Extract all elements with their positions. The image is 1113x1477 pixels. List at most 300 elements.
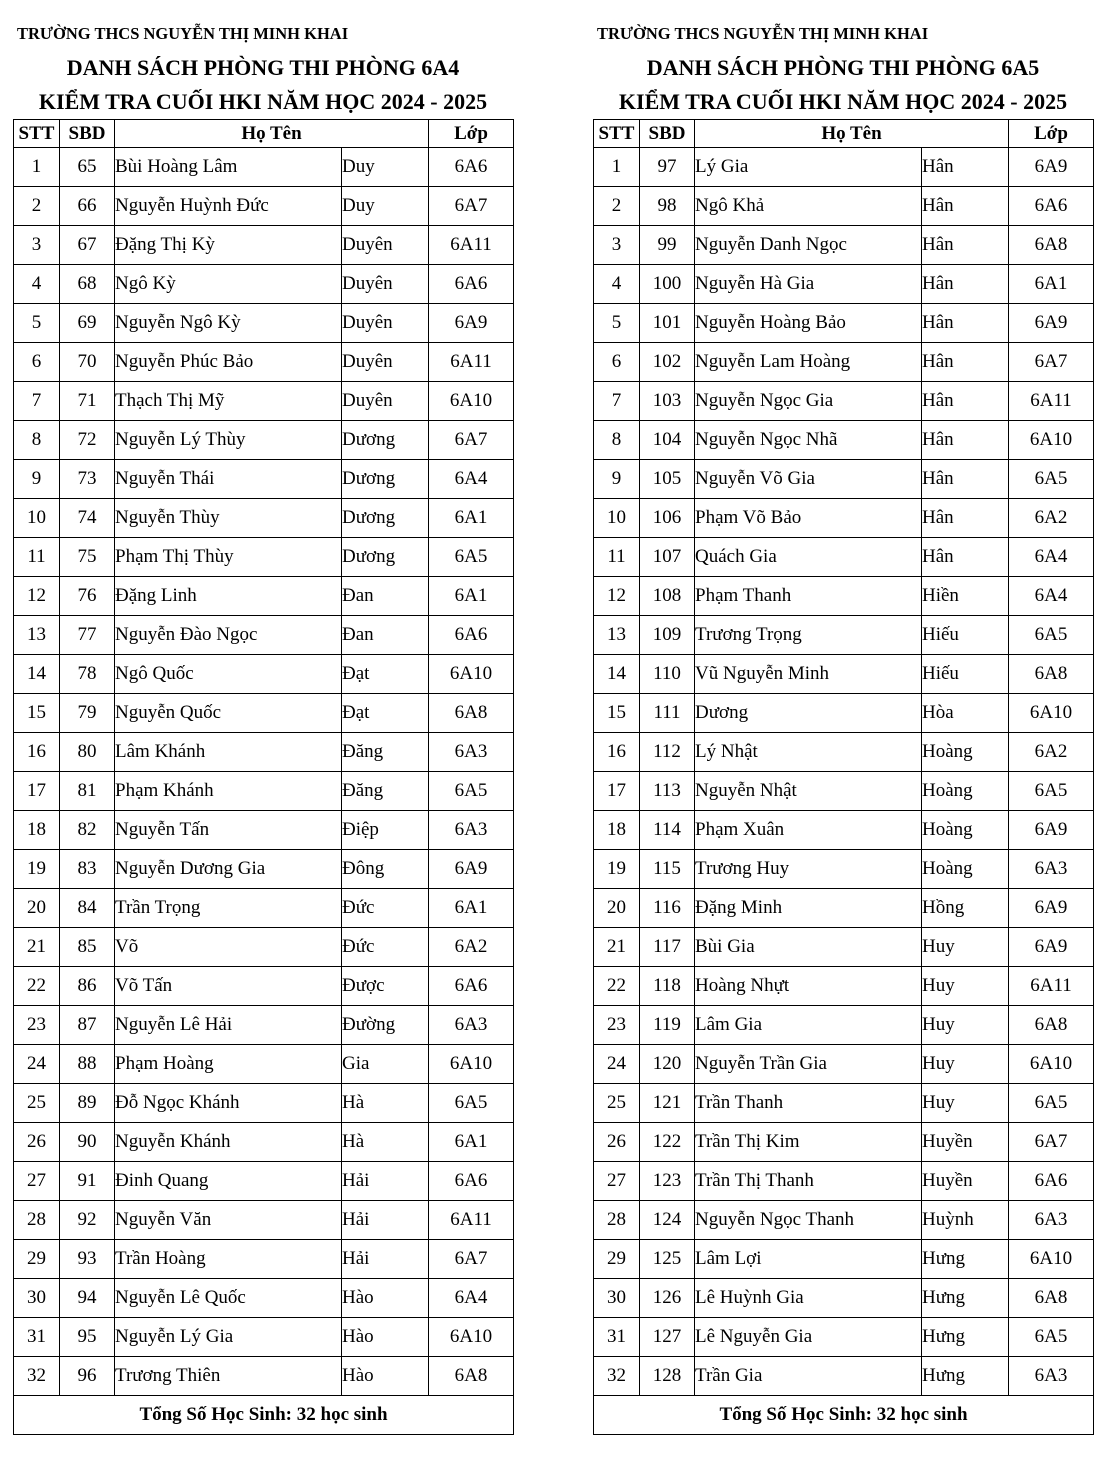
- cell-sbd: 117: [640, 928, 695, 967]
- total-students: Tổng Số Học Sinh: 32 học sinh: [594, 1396, 1094, 1435]
- table-row: [594, 1240, 1094, 1279]
- cell-last-middle-name: Nguyễn Khánh: [115, 1123, 342, 1162]
- cell-stt: 11: [14, 538, 60, 577]
- table-row: [594, 694, 1094, 733]
- table-row: [14, 1240, 514, 1279]
- cell-class: 6A10: [1009, 1240, 1094, 1279]
- table-row: [14, 382, 514, 421]
- table-row: [14, 499, 514, 538]
- cell-sbd: 71: [60, 382, 115, 421]
- cell-class: 6A11: [429, 1201, 514, 1240]
- table-row: [594, 1006, 1094, 1045]
- cell-sbd: 89: [60, 1084, 115, 1123]
- cell-stt: 30: [594, 1279, 640, 1318]
- cell-class: 6A7: [429, 421, 514, 460]
- table-row: [594, 967, 1094, 1006]
- table-row: [594, 1201, 1094, 1240]
- cell-sbd: 78: [60, 655, 115, 694]
- cell-first-name: Hải: [342, 1201, 429, 1240]
- exam-subtitle: KIỂM TRA CUỐI HKI NĂM HỌC 2024 - 2025: [38, 89, 488, 114]
- cell-sbd: 97: [640, 148, 695, 187]
- cell-class: 6A3: [429, 1006, 514, 1045]
- cell-class: 6A5: [1009, 1318, 1094, 1357]
- cell-last-middle-name: Nguyễn Lam Hoàng: [695, 343, 922, 382]
- cell-last-middle-name: Lê Nguyễn Gia: [695, 1318, 922, 1357]
- cell-sbd: 73: [60, 460, 115, 499]
- cell-first-name: Huy: [922, 967, 1009, 1006]
- cell-sbd: 88: [60, 1045, 115, 1084]
- cell-last-middle-name: Đặng Linh: [115, 577, 342, 616]
- cell-class: 6A6: [429, 616, 514, 655]
- cell-last-middle-name: Trương Trọng: [695, 616, 922, 655]
- cell-class: 6A5: [1009, 772, 1094, 811]
- cell-class: 6A1: [429, 499, 514, 538]
- cell-class: 6A6: [429, 148, 514, 187]
- cell-stt: 21: [14, 928, 60, 967]
- table-row: [14, 1318, 514, 1357]
- cell-class: 6A8: [429, 1357, 514, 1396]
- cell-sbd: 70: [60, 343, 115, 382]
- cell-first-name: Duyên: [342, 343, 429, 382]
- cell-first-name: Huyền: [922, 1162, 1009, 1201]
- cell-first-name: Huy: [922, 1084, 1009, 1123]
- cell-stt: 15: [14, 694, 60, 733]
- cell-last-middle-name: Nguyễn Ngô Kỳ: [115, 304, 342, 343]
- cell-stt: 18: [14, 811, 60, 850]
- cell-first-name: Hà: [342, 1123, 429, 1162]
- cell-first-name: Hào: [342, 1279, 429, 1318]
- header-sbd: SBD: [60, 120, 115, 148]
- header-name: Họ Tên: [115, 120, 429, 148]
- cell-sbd: 72: [60, 421, 115, 460]
- cell-class: 6A9: [1009, 928, 1094, 967]
- cell-sbd: 93: [60, 1240, 115, 1279]
- table-row: [14, 694, 514, 733]
- cell-first-name: Gia: [342, 1045, 429, 1084]
- cell-last-middle-name: Ngô Quốc: [115, 655, 342, 694]
- table-row: [594, 460, 1094, 499]
- cell-stt: 1: [14, 148, 60, 187]
- cell-first-name: Dương: [342, 460, 429, 499]
- cell-sbd: 106: [640, 499, 695, 538]
- header-sbd: SBD: [640, 120, 695, 148]
- table-row: [14, 1162, 514, 1201]
- cell-class: 6A2: [429, 928, 514, 967]
- table-row: [14, 460, 514, 499]
- cell-sbd: 75: [60, 538, 115, 577]
- cell-first-name: Hòa: [922, 694, 1009, 733]
- cell-sbd: 112: [640, 733, 695, 772]
- table-row: [594, 1318, 1094, 1357]
- cell-first-name: Hồng: [922, 889, 1009, 928]
- cell-class: 6A9: [1009, 889, 1094, 928]
- cell-last-middle-name: Phạm Khánh: [115, 772, 342, 811]
- cell-stt: 12: [594, 577, 640, 616]
- table-header-row: [594, 120, 1094, 148]
- cell-stt: 23: [594, 1006, 640, 1045]
- cell-first-name: Đông: [342, 850, 429, 889]
- cell-class: 6A10: [1009, 694, 1094, 733]
- cell-last-middle-name: Võ Tấn: [115, 967, 342, 1006]
- cell-last-middle-name: Phạm Hoàng: [115, 1045, 342, 1084]
- cell-last-middle-name: Lâm Lợi: [695, 1240, 922, 1279]
- cell-last-middle-name: Lâm Khánh: [115, 733, 342, 772]
- cell-sbd: 113: [640, 772, 695, 811]
- cell-first-name: Hiếu: [922, 616, 1009, 655]
- cell-first-name: Hân: [922, 421, 1009, 460]
- table-row: [594, 1279, 1094, 1318]
- cell-stt: 2: [14, 187, 60, 226]
- cell-stt: 21: [594, 928, 640, 967]
- cell-stt: 17: [14, 772, 60, 811]
- cell-stt: 13: [14, 616, 60, 655]
- header-name: Họ Tên: [695, 120, 1009, 148]
- cell-class: 6A4: [1009, 577, 1094, 616]
- header-stt: STT: [594, 120, 640, 148]
- cell-class: 6A6: [429, 1162, 514, 1201]
- cell-class: 6A4: [429, 460, 514, 499]
- cell-last-middle-name: Nguyễn Hà Gia: [695, 265, 922, 304]
- table-row: [14, 304, 514, 343]
- cell-class: 6A9: [1009, 811, 1094, 850]
- cell-sbd: 104: [640, 421, 695, 460]
- cell-stt: 17: [594, 772, 640, 811]
- cell-last-middle-name: Đặng Thị Kỳ: [115, 226, 342, 265]
- cell-first-name: Huy: [922, 1006, 1009, 1045]
- cell-sbd: 66: [60, 187, 115, 226]
- cell-last-middle-name: Nguyễn Lê Quốc: [115, 1279, 342, 1318]
- cell-first-name: Hào: [342, 1357, 429, 1396]
- cell-last-middle-name: Bùi Hoàng Lâm: [115, 148, 342, 187]
- cell-first-name: Duy: [342, 187, 429, 226]
- cell-last-middle-name: Trương Thiên: [115, 1357, 342, 1396]
- cell-sbd: 98: [640, 187, 695, 226]
- cell-stt: 22: [594, 967, 640, 1006]
- cell-sbd: 99: [640, 226, 695, 265]
- table-row: [14, 1084, 514, 1123]
- total-row: [14, 1396, 514, 1435]
- cell-last-middle-name: Lâm Gia: [695, 1006, 922, 1045]
- table-row: [594, 733, 1094, 772]
- cell-class: 6A11: [429, 343, 514, 382]
- cell-sbd: 67: [60, 226, 115, 265]
- cell-first-name: Hưng: [922, 1318, 1009, 1357]
- table-row: [594, 655, 1094, 694]
- cell-class: 6A9: [1009, 304, 1094, 343]
- cell-class: 6A9: [1009, 148, 1094, 187]
- cell-last-middle-name: Nguyễn Lý Gia: [115, 1318, 342, 1357]
- cell-last-middle-name: Nguyễn Văn: [115, 1201, 342, 1240]
- table-row: [594, 421, 1094, 460]
- cell-first-name: Đan: [342, 616, 429, 655]
- table-row: [14, 265, 514, 304]
- cell-class: 6A1: [429, 889, 514, 928]
- cell-last-middle-name: Trần Gia: [695, 1357, 922, 1396]
- cell-class: 6A10: [1009, 1045, 1094, 1084]
- cell-class: 6A5: [429, 1084, 514, 1123]
- cell-sbd: 81: [60, 772, 115, 811]
- cell-class: 6A6: [429, 967, 514, 1006]
- table-row: [594, 187, 1094, 226]
- cell-first-name: Hoàng: [922, 772, 1009, 811]
- cell-last-middle-name: Đặng Minh: [695, 889, 922, 928]
- cell-first-name: Đan: [342, 577, 429, 616]
- cell-sbd: 111: [640, 694, 695, 733]
- cell-stt: 8: [594, 421, 640, 460]
- cell-sbd: 84: [60, 889, 115, 928]
- cell-stt: 20: [594, 889, 640, 928]
- cell-first-name: Huyền: [922, 1123, 1009, 1162]
- cell-class: 6A10: [429, 1318, 514, 1357]
- cell-stt: 5: [594, 304, 640, 343]
- cell-sbd: 120: [640, 1045, 695, 1084]
- table-row: [14, 1123, 514, 1162]
- cell-sbd: 118: [640, 967, 695, 1006]
- cell-stt: 18: [594, 811, 640, 850]
- cell-sbd: 114: [640, 811, 695, 850]
- cell-class: 6A5: [1009, 616, 1094, 655]
- cell-stt: 19: [14, 850, 60, 889]
- cell-class: 6A4: [429, 1279, 514, 1318]
- cell-stt: 2: [594, 187, 640, 226]
- cell-sbd: 68: [60, 265, 115, 304]
- table-header-row: [14, 120, 514, 148]
- cell-class: 6A7: [1009, 1123, 1094, 1162]
- cell-stt: 10: [14, 499, 60, 538]
- cell-stt: 11: [594, 538, 640, 577]
- table-row: [14, 226, 514, 265]
- cell-class: 6A11: [429, 226, 514, 265]
- cell-first-name: Đức: [342, 928, 429, 967]
- cell-last-middle-name: Nguyễn Huỳnh Đức: [115, 187, 342, 226]
- table-row: [14, 967, 514, 1006]
- cell-class: 6A3: [429, 733, 514, 772]
- cell-sbd: 122: [640, 1123, 695, 1162]
- cell-class: 6A1: [429, 1123, 514, 1162]
- cell-last-middle-name: Nguyễn Ngọc Thanh: [695, 1201, 922, 1240]
- cell-class: 6A5: [1009, 1084, 1094, 1123]
- total-students: Tổng Số Học Sinh: 32 học sinh: [14, 1396, 514, 1435]
- table-row: [594, 772, 1094, 811]
- cell-last-middle-name: Đinh Quang: [115, 1162, 342, 1201]
- cell-last-middle-name: Ngô Kỳ: [115, 265, 342, 304]
- cell-sbd: 127: [640, 1318, 695, 1357]
- cell-sbd: 82: [60, 811, 115, 850]
- table-row: [14, 421, 514, 460]
- cell-last-middle-name: Nguyễn Đào Ngọc: [115, 616, 342, 655]
- cell-stt: 24: [14, 1045, 60, 1084]
- cell-class: 6A1: [1009, 265, 1094, 304]
- cell-first-name: Đạt: [342, 655, 429, 694]
- cell-last-middle-name: Trần Thị Kim: [695, 1123, 922, 1162]
- cell-class: 6A9: [429, 850, 514, 889]
- cell-first-name: Hào: [342, 1318, 429, 1357]
- cell-last-middle-name: Nguyễn Võ Gia: [695, 460, 922, 499]
- cell-stt: 29: [594, 1240, 640, 1279]
- cell-first-name: Được: [342, 967, 429, 1006]
- cell-last-middle-name: Nguyễn Lê Hải: [115, 1006, 342, 1045]
- table-row: [594, 382, 1094, 421]
- cell-stt: 31: [14, 1318, 60, 1357]
- cell-stt: 7: [14, 382, 60, 421]
- cell-first-name: Hưng: [922, 1279, 1009, 1318]
- table-row: [594, 538, 1094, 577]
- cell-first-name: Duyên: [342, 304, 429, 343]
- header-stt: STT: [14, 120, 60, 148]
- cell-stt: 26: [14, 1123, 60, 1162]
- cell-stt: 15: [594, 694, 640, 733]
- cell-sbd: 103: [640, 382, 695, 421]
- cell-first-name: Hân: [922, 499, 1009, 538]
- table-row: [14, 655, 514, 694]
- cell-last-middle-name: Trương Huy: [695, 850, 922, 889]
- student-roster-table: [593, 119, 1094, 1435]
- table-row: [594, 1162, 1094, 1201]
- cell-last-middle-name: Nguyễn Trần Gia: [695, 1045, 922, 1084]
- cell-class: 6A11: [1009, 382, 1094, 421]
- cell-class: 6A10: [429, 382, 514, 421]
- cell-first-name: Hân: [922, 460, 1009, 499]
- cell-first-name: Dương: [342, 538, 429, 577]
- cell-last-middle-name: Phạm Xuân: [695, 811, 922, 850]
- table-row: [14, 1201, 514, 1240]
- table-row: [14, 1357, 514, 1396]
- cell-sbd: 116: [640, 889, 695, 928]
- cell-stt: 8: [14, 421, 60, 460]
- cell-class: 6A8: [1009, 1006, 1094, 1045]
- total-row: [594, 1396, 1094, 1435]
- cell-first-name: Duyên: [342, 382, 429, 421]
- cell-first-name: Hân: [922, 226, 1009, 265]
- cell-first-name: Hưng: [922, 1357, 1009, 1396]
- cell-stt: 1: [594, 148, 640, 187]
- cell-last-middle-name: Nguyễn Ngọc Nhã: [695, 421, 922, 460]
- cell-class: 6A10: [429, 1045, 514, 1084]
- school-name: TRƯỜNG THCS NGUYỄN THỊ MINH KHAI: [597, 24, 929, 43]
- cell-sbd: 74: [60, 499, 115, 538]
- cell-sbd: 109: [640, 616, 695, 655]
- cell-first-name: Huy: [922, 928, 1009, 967]
- cell-last-middle-name: Nguyễn Lý Thùy: [115, 421, 342, 460]
- cell-last-middle-name: Nguyễn Danh Ngọc: [695, 226, 922, 265]
- table-row: [14, 889, 514, 928]
- cell-stt: 14: [14, 655, 60, 694]
- table-row: [594, 616, 1094, 655]
- cell-sbd: 125: [640, 1240, 695, 1279]
- cell-class: 6A10: [429, 655, 514, 694]
- cell-first-name: Hoàng: [922, 733, 1009, 772]
- cell-last-middle-name: Thạch Thị Mỹ: [115, 382, 342, 421]
- cell-stt: 27: [594, 1162, 640, 1201]
- cell-stt: 24: [594, 1045, 640, 1084]
- cell-last-middle-name: Nguyễn Tấn: [115, 811, 342, 850]
- cell-stt: 3: [14, 226, 60, 265]
- cell-sbd: 123: [640, 1162, 695, 1201]
- cell-class: 6A9: [429, 304, 514, 343]
- table-row: [14, 616, 514, 655]
- table-row: [14, 772, 514, 811]
- table-row: [14, 577, 514, 616]
- cell-class: 6A3: [429, 811, 514, 850]
- cell-last-middle-name: Lê Huỳnh Gia: [695, 1279, 922, 1318]
- cell-stt: 14: [594, 655, 640, 694]
- cell-class: 6A6: [1009, 187, 1094, 226]
- table-row: [594, 1123, 1094, 1162]
- cell-last-middle-name: Nguyễn Phúc Bảo: [115, 343, 342, 382]
- cell-stt: 28: [14, 1201, 60, 1240]
- cell-first-name: Hân: [922, 148, 1009, 187]
- cell-stt: 28: [594, 1201, 640, 1240]
- cell-first-name: Đức: [342, 889, 429, 928]
- table-row: [594, 889, 1094, 928]
- cell-last-middle-name: Hoàng Nhựt: [695, 967, 922, 1006]
- exam-subtitle: KIỂM TRA CUỐI HKI NĂM HỌC 2024 - 2025: [618, 89, 1068, 114]
- cell-sbd: 119: [640, 1006, 695, 1045]
- cell-stt: 4: [594, 265, 640, 304]
- cell-sbd: 126: [640, 1279, 695, 1318]
- header-class: Lớp: [429, 120, 514, 148]
- cell-first-name: Huỳnh: [922, 1201, 1009, 1240]
- cell-stt: 16: [14, 733, 60, 772]
- table-row: [14, 928, 514, 967]
- cell-first-name: Đường: [342, 1006, 429, 1045]
- cell-sbd: 102: [640, 343, 695, 382]
- cell-sbd: 87: [60, 1006, 115, 1045]
- cell-stt: 25: [594, 1084, 640, 1123]
- cell-last-middle-name: Quách Gia: [695, 538, 922, 577]
- cell-sbd: 107: [640, 538, 695, 577]
- cell-first-name: Đạt: [342, 694, 429, 733]
- cell-sbd: 65: [60, 148, 115, 187]
- cell-last-middle-name: Võ: [115, 928, 342, 967]
- cell-sbd: 77: [60, 616, 115, 655]
- table-row: [14, 850, 514, 889]
- cell-first-name: Hoàng: [922, 811, 1009, 850]
- cell-last-middle-name: Lý Gia: [695, 148, 922, 187]
- cell-stt: 6: [594, 343, 640, 382]
- cell-sbd: 90: [60, 1123, 115, 1162]
- cell-first-name: Hoàng: [922, 850, 1009, 889]
- cell-first-name: Hân: [922, 187, 1009, 226]
- table-row: [594, 226, 1094, 265]
- table-row: [594, 1045, 1094, 1084]
- cell-sbd: 76: [60, 577, 115, 616]
- cell-stt: 7: [594, 382, 640, 421]
- cell-last-middle-name: Trần Hoàng: [115, 1240, 342, 1279]
- cell-class: 6A8: [429, 694, 514, 733]
- cell-stt: 10: [594, 499, 640, 538]
- cell-last-middle-name: Bùi Gia: [695, 928, 922, 967]
- cell-class: 6A5: [429, 538, 514, 577]
- cell-class: 6A10: [1009, 421, 1094, 460]
- cell-stt: 31: [594, 1318, 640, 1357]
- cell-sbd: 94: [60, 1279, 115, 1318]
- cell-first-name: Duy: [342, 148, 429, 187]
- cell-class: 6A8: [1009, 655, 1094, 694]
- cell-last-middle-name: Dương: [695, 694, 922, 733]
- cell-sbd: 92: [60, 1201, 115, 1240]
- cell-stt: 16: [594, 733, 640, 772]
- cell-sbd: 100: [640, 265, 695, 304]
- cell-sbd: 124: [640, 1201, 695, 1240]
- cell-stt: 26: [594, 1123, 640, 1162]
- cell-stt: 22: [14, 967, 60, 1006]
- cell-first-name: Hải: [342, 1162, 429, 1201]
- cell-last-middle-name: Phạm Võ Bảo: [695, 499, 922, 538]
- cell-first-name: Hân: [922, 382, 1009, 421]
- cell-stt: 3: [594, 226, 640, 265]
- cell-last-middle-name: Nguyễn Dương Gia: [115, 850, 342, 889]
